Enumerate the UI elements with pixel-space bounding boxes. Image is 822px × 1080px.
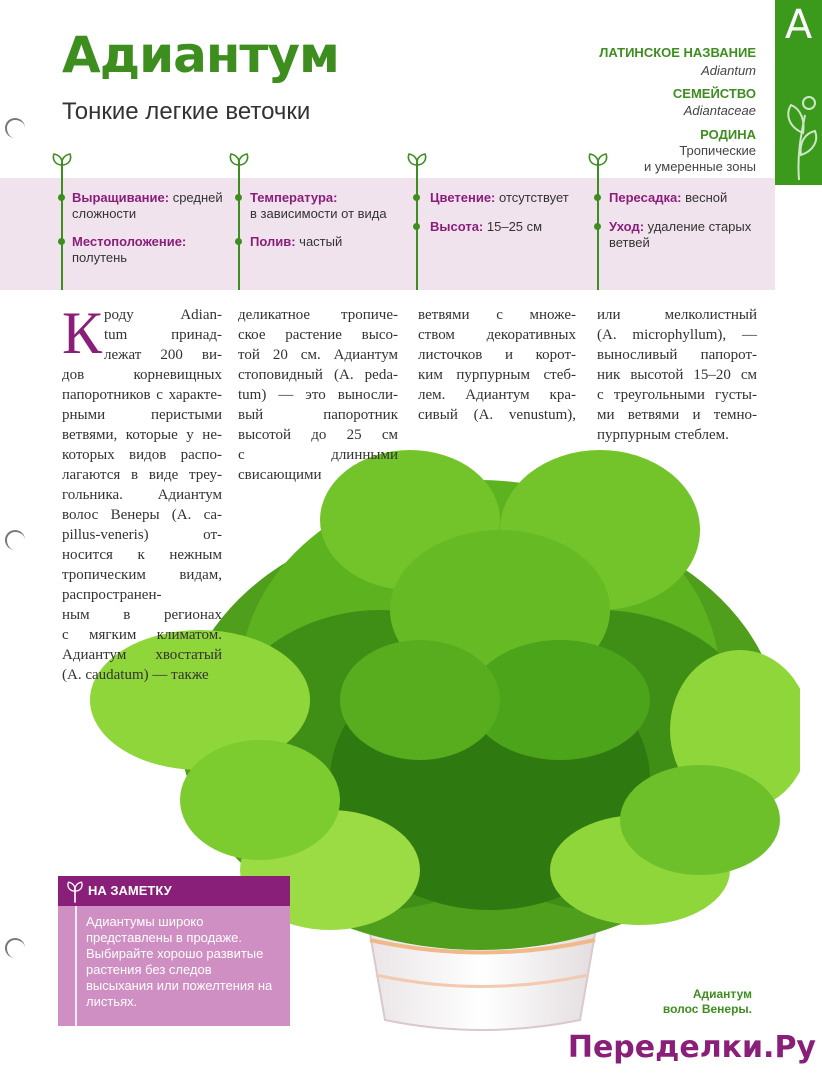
body-line: стоповидный (A. peda-	[238, 367, 398, 383]
info-watering	[250, 234, 410, 250]
photo-caption	[663, 987, 752, 1017]
note-line	[75, 906, 77, 1026]
punch-hole	[5, 530, 25, 550]
sprout-icon	[51, 153, 73, 179]
growing-label: Выращивание:	[72, 190, 170, 205]
caption-line-1: Адиантум	[692, 987, 752, 1001]
info-location	[72, 234, 232, 266]
height-label: Высота:	[430, 219, 484, 234]
body-line: (A. caudatum) — также	[62, 667, 209, 683]
body-line: тропическим видам,	[62, 567, 222, 583]
body-line: ством декоративных	[418, 327, 576, 343]
family-label: СЕМЕЙСТВО	[672, 86, 756, 101]
transplant-label: Пересадка:	[609, 190, 682, 205]
body-line: рными перистыми	[62, 407, 222, 423]
body-column-3	[418, 305, 576, 425]
letter-tab	[775, 0, 822, 185]
body-line: носится к нежным	[62, 547, 222, 563]
body-line: выносливый папорот-	[597, 347, 757, 363]
body-column-2	[238, 305, 398, 485]
body-line: роду Adian-	[104, 307, 222, 323]
info-care	[609, 219, 769, 251]
care-value-2: ветвей	[609, 235, 650, 250]
homeland-label: РОДИНА	[700, 127, 756, 142]
watering-value: частый	[299, 234, 343, 249]
family-value: Adiantaceae	[683, 103, 756, 118]
homeland-value-line1: Тропические	[679, 143, 756, 158]
body-line: с мягким климатом.	[62, 627, 222, 643]
body-line: с треугольными густы-	[597, 387, 757, 403]
homeland-value-line2: и умеренные зоны	[644, 159, 756, 174]
body-line: дов корневищных	[62, 367, 222, 383]
body-line: или мелколистный	[597, 307, 757, 323]
info-flowering	[430, 190, 590, 206]
care-value: удаление старых	[647, 219, 752, 234]
body-line: которых видов распо-	[62, 447, 222, 463]
body-line: пурпурным стеблем.	[597, 427, 729, 443]
sprout-icon	[228, 153, 250, 179]
bullet	[413, 223, 420, 230]
body-line: pillus-veneris) от-	[62, 527, 222, 543]
location-label: Местоположение:	[72, 234, 187, 249]
body-line: лежат 200 ви-	[104, 347, 222, 363]
punch-hole	[5, 938, 25, 958]
info-growing	[72, 190, 232, 222]
flowering-value: отсутствует	[499, 190, 569, 205]
bullet	[235, 194, 242, 201]
body-line: лем. Адиантум кра-	[418, 387, 576, 403]
body-line: ным в регионах	[62, 607, 222, 623]
growing-value-2: сложности	[72, 206, 137, 221]
bullet	[594, 223, 601, 230]
body-line: tum) — это выносли-	[238, 387, 398, 403]
body-line: высотой до 25 см	[238, 427, 398, 443]
bullet	[58, 194, 65, 201]
info-temperature	[250, 190, 410, 222]
body-line: вый папоротник	[238, 407, 398, 423]
body-line: деликатное тропиче-	[238, 307, 398, 323]
bullet	[594, 194, 601, 201]
body-line: Адиантум хвостатый	[62, 647, 222, 663]
body-line: ветвями, которые у не-	[62, 427, 222, 443]
temperature-value: в зависимости от вида	[250, 206, 387, 221]
growing-value: средней	[172, 190, 223, 205]
body-line: tum принад-	[104, 327, 222, 343]
body-line: ми ветвями и темно-	[597, 407, 757, 423]
drop-cap: К	[62, 300, 103, 366]
sprout-icon	[66, 881, 84, 903]
care-label: Уход:	[609, 219, 645, 234]
body-line: сивый (A. venustum),	[418, 407, 576, 423]
body-line: ветвями с множе-	[418, 307, 576, 323]
info-transplant	[609, 190, 769, 206]
body-line: с длинными	[238, 447, 398, 463]
bullet	[413, 194, 420, 201]
height-value: 15–25 см	[486, 219, 543, 234]
sprout-icon	[406, 153, 428, 179]
latin-name-label: ЛАТИНСКОЕ НАЗВАНИЕ	[599, 45, 756, 60]
body-line: листочков и корот-	[418, 347, 576, 363]
note-text: Адиантумы широко представлены в продаже. Выбирайте хорошо развитые растения без следов высыхания или пожелтения на листьях.	[86, 914, 273, 1009]
caption-line-2: волос Венеры.	[662, 1002, 752, 1016]
bullet	[58, 238, 65, 245]
flowering-label: Цветение:	[430, 190, 496, 205]
index-letter: А	[784, 2, 813, 48]
body-line: гольника. Адиантум	[62, 487, 222, 503]
note-box-body	[58, 906, 290, 1026]
body-column-1	[62, 300, 222, 685]
body-line: ким пурпурным стеб-	[418, 367, 576, 383]
body-line: той 20 см. Адиантум	[238, 347, 398, 363]
body-line: волос Венеры (A. ca-	[62, 507, 222, 523]
latin-name-value: Adiantum	[701, 63, 756, 78]
note-title: НА ЗАМЕТКУ	[88, 883, 172, 898]
bullet	[235, 238, 242, 245]
body-line: свисающими	[238, 467, 322, 483]
transplant-value: весной	[685, 190, 728, 205]
temperature-label: Температура:	[250, 190, 338, 205]
body-line: распространен-	[62, 587, 162, 603]
page-subtitle: Тонкие легкие веточки	[62, 98, 311, 125]
note-box-header	[58, 876, 290, 906]
watering-label: Полив:	[250, 234, 296, 249]
body-line: ское растение высо-	[238, 327, 398, 343]
page-title: Адиантум	[62, 26, 339, 84]
site-watermark: Переделки.Ру	[567, 1030, 816, 1065]
punch-hole	[5, 118, 25, 138]
sprout-icon	[587, 153, 609, 179]
body-line: лагаются в виде треу-	[62, 467, 222, 483]
body-line: (A. microphyllum), —	[597, 327, 757, 343]
sprout-decoration-icon	[775, 55, 822, 185]
body-column-4	[597, 305, 757, 445]
location-value: полутень	[72, 250, 128, 265]
body-line: ник высотой 15–20 см	[597, 367, 757, 383]
body-line: папоротников с характе-	[62, 387, 222, 403]
info-height	[430, 219, 590, 235]
